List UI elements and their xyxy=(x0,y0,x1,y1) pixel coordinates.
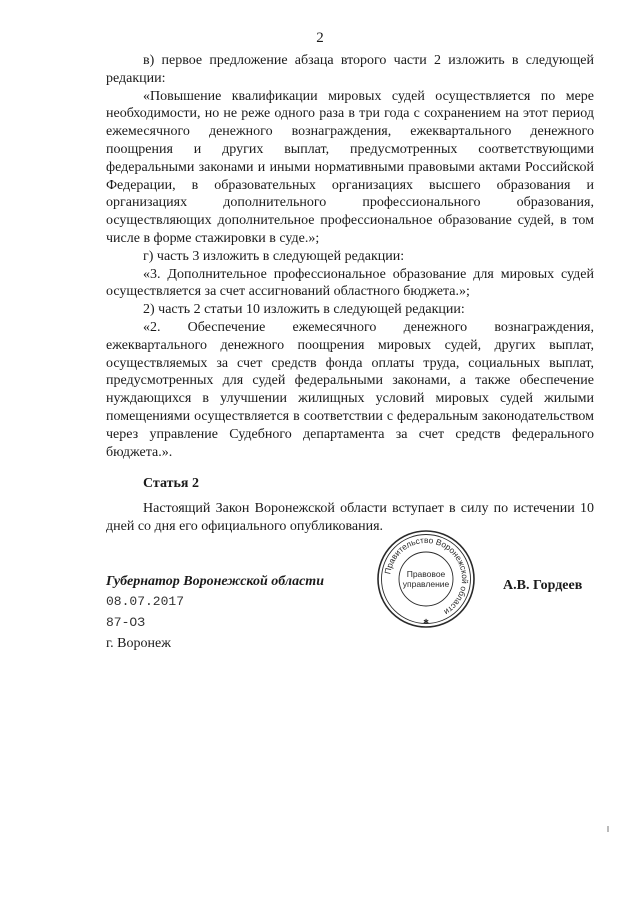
stamp-graphic xyxy=(375,528,477,630)
signatory-position: Губернатор Воронежской области xyxy=(106,574,324,589)
law-date: 08.07.2017 xyxy=(106,594,185,609)
stamp-ring-text: Правительство Воронежской области xyxy=(382,534,471,618)
paragraph-amendment-2: 2) часть 2 статьи 10 изложить в следующей редакции: xyxy=(143,302,465,318)
official-stamp xyxy=(375,528,477,630)
scan-mark xyxy=(607,826,609,832)
paragraph-quote-education: «3. Дополнительное профессиональное образование для мировых судей осуществляется за счет ассигнований областного бюджета.»; xyxy=(106,266,594,300)
law-number: 87-ОЗ xyxy=(106,615,146,630)
stamp-center-line2: управление xyxy=(402,579,450,589)
stamp-center-line1: Правовое xyxy=(406,569,446,579)
paragraph-amendment-g: г) часть 3 изложить в следующей редакции: xyxy=(143,248,405,264)
paragraph-amendment-v: в) первое предложение абзаца второго части 2 изложить в следующей редакции: xyxy=(106,53,594,86)
signatory-name: А.В. Гордеев xyxy=(503,578,583,593)
article-text: Настоящий Закон Воронежской области вступает в силу по истечении 10 дней со дня его официального опубликования. xyxy=(106,501,594,534)
article-title: Статья 2 xyxy=(143,476,199,492)
stamp-star-icon: ✱ xyxy=(423,618,429,626)
paragraph-quote-funding: «2. Обеспечение ежемесячного денежного вознаграждения, ежеквартального денежного поощрения мировых судей, других выплат, осуществляемых за счет средств фонда оплаты труда, социальных выплат, предусмотренных для судей федеральными законами, а также обеспечение нуждающихся в улучшении жилищных условий мировых судей жилыми помещениями осуществляется в соответствии с федеральным законодательством через управление Судебного департамента за счет средств федерального бюджета.». xyxy=(106,319,594,460)
document-body xyxy=(106,52,594,536)
paragraph-quote-qualification: «Повышение квалификации мировых судей осуществляется по мере необходимости, но не реже одного раза в три года с сохранением на этот период ежемесячного денежного вознаграждения, ежеквартального денежного поощрения и других выплат, предусмотренных соответствующими федеральными законами и иными нормативными правовыми актами Российской Федерации, в образовательных организациях высшего образования и организациях дополнительного профессионального образования, осуществляющих дополнительное профессиональное образование судей, в том числе в форме стажировки в суде.»; xyxy=(106,88,594,246)
city: г. Воронеж xyxy=(106,636,171,651)
page-number: 2 xyxy=(316,30,324,46)
